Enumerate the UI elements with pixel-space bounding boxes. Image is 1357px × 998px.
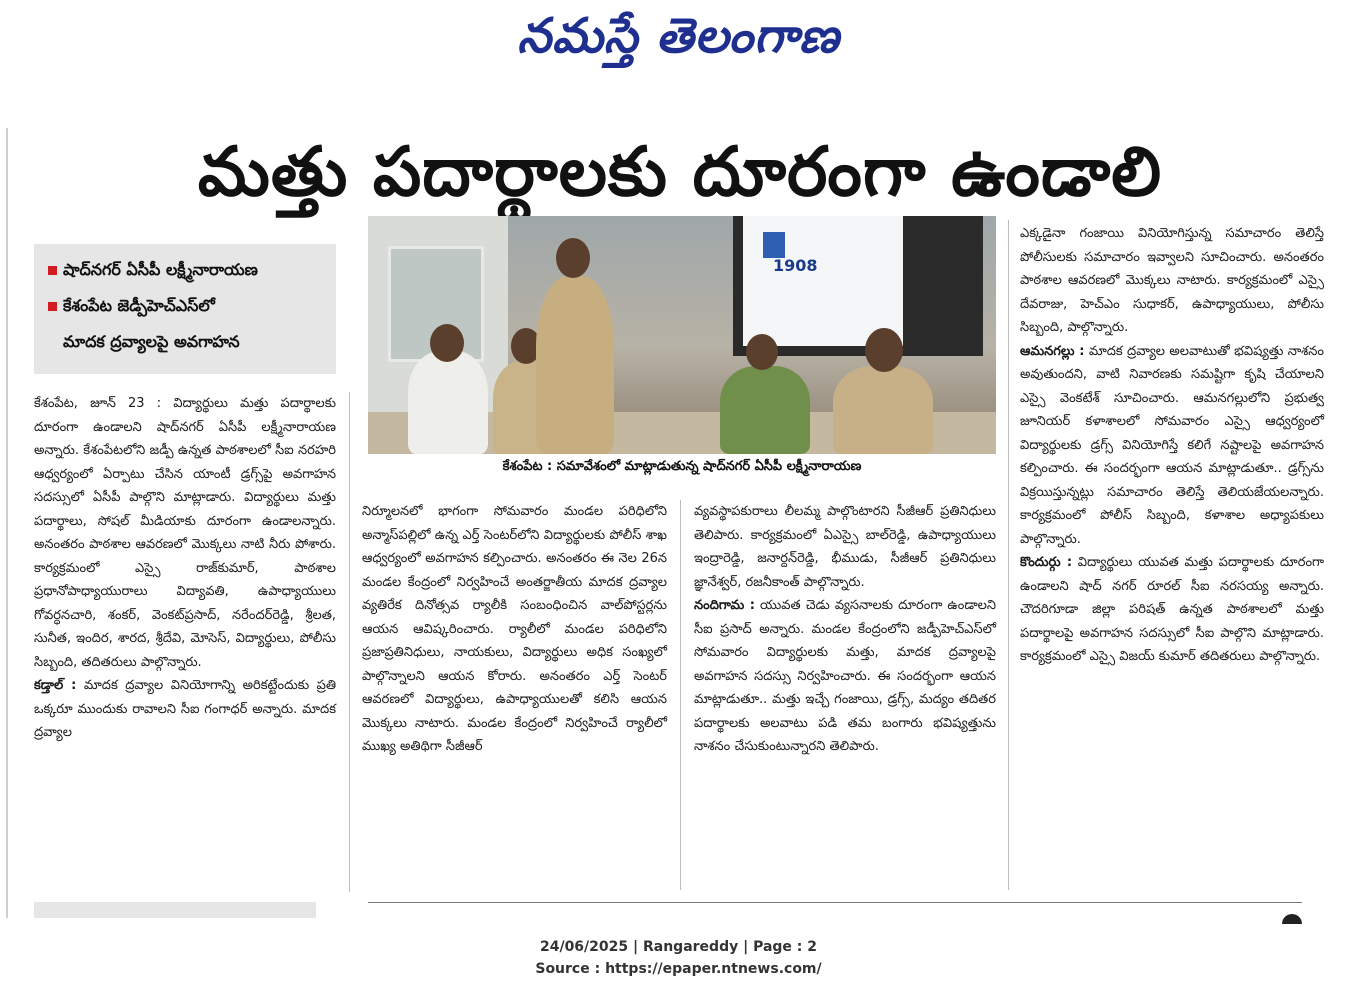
paragraph: నందిగామ : యువత చెడు వ్యసనాలకు దూరంగా ఉండాలని సీఐ ప్రసాద్ అన్నారు. మండల కేంద్రంలోని జడ్పీహెచ్‌ఎస్‌లో సోమవారం విద్యార్థులకు మత్తు, మాదక ద్రవ్యాలపై అవగాహన సదస్సు నిర్వహించారు. ఈ సందర్భంగా ఆయన మాట్లాడుతూ.. మత్తు ఇచ్చే గంజాయి, డ్రగ్స్, మద్యం తదితర పదార్థాలకు అలవాటు పడి తమ బంగారు భవిష్యత్తును నాశనం చేసుకుంటున్నారని తెలిపారు. — [694, 598, 996, 754]
next-article-marker — [1282, 914, 1302, 924]
subheads-box — [34, 244, 336, 374]
subhead-3: మాదక ద్రవ్యాలపై అవగాహన — [63, 332, 240, 351]
left-divider — [6, 128, 8, 918]
page-footer — [0, 936, 1357, 980]
person-seated-saree — [720, 366, 810, 454]
paragraph: ఆమనగల్లు : మాదక ద్రవ్యాల అలవాటుతో భవిష్యత్తు నాశనం అవుతుందని, వాటి నివారణకు సమష్టిగా కృషి చేయాలని ఎస్సై వెంకటేశ్ సూచించారు. ఆమనగల్లులోని ప్రభుత్వ జూనియర్ కళాశాలలో సోమవారం ఎస్సై ఆధ్వర్యంలో విద్యార్థులకు డ్రగ్స్ వినియోగిస్తే కలిగే నష్టాలపై అవగాహన కల్పించారు. ఈ సందర్భంగా ఆయన మాట్లాడుతూ.. డ్రగ్స్‌ను విక్రయిస్తున్నట్లు సమాచారం తెలిస్తే తెలియజేయలన్నారు. కార్యక్రమంలో పోలీస్ సిబ్బంది, కళాశాల అధ్యాపకులు పాల్గొన్నారు. — [1020, 343, 1324, 547]
event-photo — [368, 216, 996, 454]
footer-date-page: 24/06/2025 | Rangareddy | Page : 2 — [539, 939, 818, 955]
paragraph: కొందుర్గు : విద్యార్థులు యువత మత్తు పదార్థాలకు దూరంగా ఉండాలని షాద్ నగర్ రూరల్ సీఐ నరసయ్య అన్నారు. చౌదరిగూడా జిల్లా పరిషత్ ఉన్నత పాఠశాలలో మత్తు పదార్థాలపై అవగాహన సదస్సులో సీఐ పాల్గొని మాట్లాడారు. కార్యక్రమంలో ఎస్సై విజయ్ కుమార్ తదితరులు పాల్గొన్నారు. — [1020, 555, 1325, 664]
column-3 — [694, 500, 996, 759]
bullet-square-icon — [48, 302, 57, 311]
column-2 — [362, 500, 667, 759]
subhead-2: కేశంపేట జెడ్పీహెచ్‌ఎస్‌లో — [48, 296, 215, 319]
bottom-rule — [368, 902, 1302, 903]
bullet-square-icon — [48, 266, 57, 275]
footer-source: Source : https://epaper.ntnews.com/ — [535, 961, 822, 977]
paragraph: వ్యవస్థాపకురాలు లీలమ్మ పాల్గొంటారని సీజీఆర్ ప్రతినిధులు తెలిపారు. కార్యక్రమంలో ఏఎస్సై బాల్‌రెడ్డి, ఉపాధ్యాయులు ఇంద్రారెడ్డి, జనార్దన్‌రెడ్డి, భీముడు, సీజీఆర్ ప్రతినిధులు జ్ఞానేశ్వర్, రజనీకాంత్ పాల్గొన్నారు. — [694, 504, 996, 590]
person-head — [746, 334, 778, 370]
photo-caption: కేశంపేట : సమావేశంలో మాట్లాడుతున్న షాద్‌నగర్ ఏసీపీ లక్ష్మీనారాయణ — [502, 459, 862, 474]
column-divider — [680, 500, 681, 890]
photo-screen — [733, 216, 983, 356]
screen-logo — [763, 232, 785, 258]
headline: మత్తు పదార్థాలకు దూరంగా ఉండాలి — [197, 133, 1163, 212]
paragraph: ఎక్కడైనా గంజాయి వినియోగిస్తున్న సమాచారం తెలిస్తే పోలీసులకు సమాచారం ఇవ్వాలని సూచించారు. అనంతరం పాఠశాల ఆవరణలో మొక్కలు నాటారు. కార్యక్రమంలో ఎస్సై దేవరాజు, హెచ్‌ఎం సుధాకర్, ఉపాధ్యాయులు, పోలీసు సిబ్బంది, పాల్గొన్నారు. — [1020, 226, 1324, 335]
person-head — [556, 238, 590, 278]
subhead-1: షాద్‌నగర్ ఏసీపీ లక్ష్మీనారాయణ — [48, 260, 258, 283]
next-article-box — [34, 902, 316, 918]
column-divider — [1008, 220, 1009, 890]
person-standing-officer — [536, 276, 614, 454]
column-1 — [34, 392, 336, 745]
masthead-title: నమస్తే తెలంగాణ — [517, 8, 840, 64]
paragraph: కడ్తాల్ : మాదక ద్రవ్యాల వినియోగాన్ని అరికట్టేందుకు ప్రతి ఒక్కరూ ముందుకు రావాలని సీఐ గంగాధర్ అన్నారు. మాదక ద్రవ్యాల — [34, 678, 336, 740]
person-head — [865, 328, 903, 372]
paragraph: కేశంపేట, జూన్ 23 : విద్యార్థులు మత్తు పదార్థాలకు దూరంగా ఉండాలని షాద్‌నగర్ ఏసీపీ లక్ష్మీనారాయణ అన్నారు. కేశంపేటలోని జడ్పీ ఉన్నత పాఠశాలలో సీఐ నరహరి ఆధ్వర్యంలో ఏర్పాటు చేసిన యాంటీ డ్రగ్స్‌పై అవగాహన సదస్సులో ఏసీపీ పాల్గొని మాట్లాడారు. విద్యార్థులు మత్తు పదార్థాలు, సోషల్ మీడియాకు దూరంగా ఉండాలన్నారు. అనంతరం పాఠశాల ఆవరణలో మొక్కలు నాటి నీరు పోశారు. కార్యక్రమంలో ఎస్సై రాజ్‌కుమార్, పాఠశాల ప్రధానోపాధ్యాయురాలు విద్యావతి, ఉపాధ్యాయులు గోవర్ధనచారి, శంకర్, వెంకట్‌ప్రసాద్, నరేందర్‌రెడ్డి, శ్రీలత, సునీత, ఇందిర, శారద, శ్రీదేవి, మోసెస్, విద్యార్థులు, పోలీసు సిబ్బంది, తదితరులు పాల్గొన్నారు. — [34, 396, 336, 670]
photo-screen-display — [743, 216, 903, 346]
person-seated-white — [408, 351, 488, 454]
screen-number: 1908 — [773, 256, 818, 275]
person-seated-officer — [833, 366, 933, 454]
column-4 — [1020, 222, 1324, 669]
column-divider — [349, 392, 350, 892]
person-head — [430, 324, 464, 362]
paragraph: నిర్మూలనలో భాగంగా సోమవారం మండల పరిధిలోని అన్మాస్‌పల్లిలో ఉన్న ఎర్త్ సెంటర్‌లోని విద్యార్థులకు పోలీస్ శాఖ ఆధ్వర్యంలో అవగాహన కల్పించారు. అనంతరం ఈ నెల 26న మండల కేంద్రంలో నిర్వహించే అంతర్జాతీయ మాదక ద్రవ్యాల వ్యతిరేక దినోత్సవ ర్యాలీకి సంబంధించిన వాల్‌పోస్టర్లను ఆయన ఆవిష్కరించారు. ర్యాలీలో మండల పరిధిలోని ప్రజాప్రతినిధులు, నాయకులు, విద్యార్థులు అధిక సంఖ్యలో పాల్గొన్నాలని ఆయన కోరారు. అనంతరం ఎర్త్ సెంటర్ ఆవరణలో విద్యార్థులు, ఉపాధ్యాయులతో కలిసి ఆయన మొక్కలు నాటారు. మండల కేంద్రంలో నిర్వహించే ర్యాలీలో ముఖ్య అతిథిగా సీజీఆర్ — [362, 504, 667, 754]
